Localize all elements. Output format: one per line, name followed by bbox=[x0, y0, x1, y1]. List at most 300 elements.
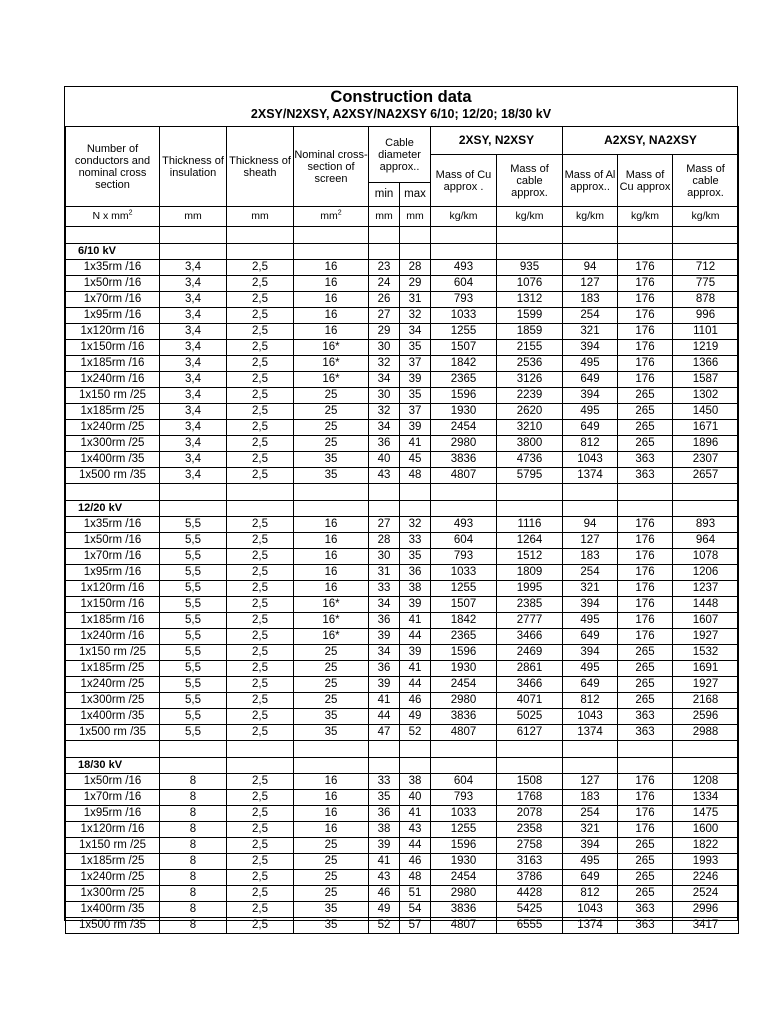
cell-mass-cable-cu: 1512 bbox=[497, 549, 563, 565]
cell-mass-cu: 1507 bbox=[431, 340, 497, 356]
cell-diameter-max: 36 bbox=[400, 565, 431, 581]
cell-mass-cable-cu: 5425 bbox=[497, 902, 563, 918]
cell-diameter-max: 41 bbox=[400, 436, 431, 452]
cell-insulation: 5,5 bbox=[160, 693, 227, 709]
empty-cell bbox=[160, 227, 227, 244]
table-row bbox=[66, 324, 739, 340]
cell-mass-al: 1043 bbox=[563, 452, 618, 468]
cell-diameter-min: 38 bbox=[369, 822, 400, 838]
cell-insulation: 3,4 bbox=[160, 420, 227, 436]
cell-screen: 16 bbox=[294, 581, 369, 597]
cell-diameter-min: 36 bbox=[369, 436, 400, 452]
cell-diameter-min: 36 bbox=[369, 661, 400, 677]
cell-screen: 16 bbox=[294, 308, 369, 324]
cell-mass-cable-cu: 2078 bbox=[497, 806, 563, 822]
cell-mass-cu: 3836 bbox=[431, 902, 497, 918]
page-subtitle: 2XSY/N2XSY, A2XSY/NA2XSY 6/10; 12/20; 18/30 kV bbox=[250, 107, 552, 121]
cell-insulation: 3,4 bbox=[160, 308, 227, 324]
cell-mass-cable-al: 893 bbox=[673, 517, 739, 533]
cell-mass-cu-al: 176 bbox=[618, 822, 673, 838]
cell-diameter-max: 35 bbox=[400, 549, 431, 565]
cell-conductors: 1x185rm /25 bbox=[66, 854, 160, 870]
cell-mass-cable-al: 1993 bbox=[673, 854, 739, 870]
cell-mass-cable-cu: 3126 bbox=[497, 372, 563, 388]
cell-insulation: 5,5 bbox=[160, 629, 227, 645]
cell-mass-cu-al: 176 bbox=[618, 340, 673, 356]
cell-sheath: 2,5 bbox=[227, 597, 294, 613]
cell-mass-cu-al: 363 bbox=[618, 725, 673, 741]
cell-conductors: 1x70rm /16 bbox=[66, 549, 160, 565]
cell-mass-cable-al: 2657 bbox=[673, 468, 739, 484]
cell-screen: 16* bbox=[294, 629, 369, 645]
cell-mass-cable-al: 2168 bbox=[673, 693, 739, 709]
cell-mass-cable-al: 1822 bbox=[673, 838, 739, 854]
empty-cell bbox=[160, 741, 227, 758]
table-row bbox=[66, 774, 739, 790]
cell-conductors: 1x500 rm /35 bbox=[66, 918, 160, 934]
cell-mass-cable-cu: 4736 bbox=[497, 452, 563, 468]
cell-mass-cu-al: 265 bbox=[618, 661, 673, 677]
cell-mass-al: 127 bbox=[563, 533, 618, 549]
cell-diameter-max: 40 bbox=[400, 790, 431, 806]
cell-mass-cable-al: 1600 bbox=[673, 822, 739, 838]
cell-screen: 16* bbox=[294, 613, 369, 629]
cell-sheath: 2,5 bbox=[227, 806, 294, 822]
table-row bbox=[66, 645, 739, 661]
empty-cell bbox=[618, 758, 673, 774]
cell-mass-cu: 1033 bbox=[431, 806, 497, 822]
cell-mass-al: 254 bbox=[563, 806, 618, 822]
table-row bbox=[66, 918, 739, 934]
cell-mass-al: 394 bbox=[563, 838, 618, 854]
construction-data-table bbox=[65, 126, 739, 934]
cell-diameter-max: 35 bbox=[400, 388, 431, 404]
units-row bbox=[66, 207, 739, 227]
cell-mass-cu: 2980 bbox=[431, 886, 497, 902]
cell-insulation: 5,5 bbox=[160, 597, 227, 613]
cell-insulation: 5,5 bbox=[160, 517, 227, 533]
cell-mass-cable-cu: 3466 bbox=[497, 629, 563, 645]
cell-screen: 25 bbox=[294, 870, 369, 886]
empty-cell bbox=[294, 484, 369, 501]
cell-mass-al: 1043 bbox=[563, 709, 618, 725]
unit-max: mm bbox=[400, 207, 431, 227]
empty-cell bbox=[369, 244, 400, 260]
cell-diameter-max: 57 bbox=[400, 918, 431, 934]
cell-conductors: 1x300rm /25 bbox=[66, 693, 160, 709]
cell-diameter-min: 49 bbox=[369, 902, 400, 918]
cell-mass-cable-cu: 1076 bbox=[497, 276, 563, 292]
cell-conductors: 1x150rm /16 bbox=[66, 597, 160, 613]
cell-conductors: 1x150 rm /25 bbox=[66, 838, 160, 854]
cell-mass-cu-al: 265 bbox=[618, 388, 673, 404]
cell-conductors: 1x240rm /16 bbox=[66, 629, 160, 645]
cell-mass-al: 183 bbox=[563, 549, 618, 565]
cell-mass-cu: 1596 bbox=[431, 645, 497, 661]
header-sheath: Thickness of sheath bbox=[227, 127, 294, 207]
cell-diameter-max: 34 bbox=[400, 324, 431, 340]
cell-mass-cable-cu: 2861 bbox=[497, 661, 563, 677]
cell-insulation: 3,4 bbox=[160, 340, 227, 356]
cell-sheath: 2,5 bbox=[227, 581, 294, 597]
cell-mass-al: 649 bbox=[563, 372, 618, 388]
cell-diameter-min: 34 bbox=[369, 645, 400, 661]
table-row bbox=[66, 902, 739, 918]
cell-screen: 25 bbox=[294, 854, 369, 870]
cell-mass-al: 1374 bbox=[563, 918, 618, 934]
cell-mass-cu-al: 176 bbox=[618, 260, 673, 276]
cell-screen: 16* bbox=[294, 597, 369, 613]
table-row bbox=[66, 581, 739, 597]
cell-sheath: 2,5 bbox=[227, 452, 294, 468]
cell-mass-cable-cu: 2620 bbox=[497, 404, 563, 420]
cell-insulation: 8 bbox=[160, 918, 227, 934]
cell-conductors: 1x70rm /16 bbox=[66, 292, 160, 308]
cell-insulation: 8 bbox=[160, 790, 227, 806]
cell-diameter-min: 46 bbox=[369, 886, 400, 902]
cell-mass-cable-cu: 2536 bbox=[497, 356, 563, 372]
cell-diameter-max: 45 bbox=[400, 452, 431, 468]
unit-insulation: mm bbox=[160, 207, 227, 227]
cell-mass-cu: 604 bbox=[431, 533, 497, 549]
cell-mass-cable-al: 2996 bbox=[673, 902, 739, 918]
cell-mass-cu: 1842 bbox=[431, 613, 497, 629]
cell-conductors: 1x240rm /16 bbox=[66, 372, 160, 388]
cell-conductors: 1x70rm /16 bbox=[66, 790, 160, 806]
unit-conductors-sup: 2 bbox=[128, 209, 133, 217]
cell-conductors: 1x35rm /16 bbox=[66, 517, 160, 533]
table-row bbox=[66, 404, 739, 420]
cell-sheath: 2,5 bbox=[227, 918, 294, 934]
cell-diameter-min: 27 bbox=[369, 308, 400, 324]
empty-cell bbox=[369, 484, 400, 501]
empty-cell bbox=[673, 741, 739, 758]
cell-conductors: 1x400rm /35 bbox=[66, 709, 160, 725]
table-row bbox=[66, 388, 739, 404]
cell-diameter-max: 32 bbox=[400, 308, 431, 324]
cell-mass-cu-al: 265 bbox=[618, 420, 673, 436]
empty-cell bbox=[618, 501, 673, 517]
table-row bbox=[66, 372, 739, 388]
cell-sheath: 2,5 bbox=[227, 372, 294, 388]
cell-screen: 16 bbox=[294, 774, 369, 790]
cell-diameter-min: 39 bbox=[369, 838, 400, 854]
cell-mass-cable-al: 1475 bbox=[673, 806, 739, 822]
cell-mass-cable-cu: 2239 bbox=[497, 388, 563, 404]
cell-mass-cable-al: 996 bbox=[673, 308, 739, 324]
construction-data-sheet bbox=[64, 86, 738, 931]
cell-diameter-max: 44 bbox=[400, 629, 431, 645]
empty-cell bbox=[294, 758, 369, 774]
table-row bbox=[66, 709, 739, 725]
empty-cell bbox=[497, 227, 563, 244]
cell-mass-cu: 1930 bbox=[431, 854, 497, 870]
cell-diameter-max: 52 bbox=[400, 725, 431, 741]
empty-cell bbox=[369, 227, 400, 244]
cell-insulation: 8 bbox=[160, 806, 227, 822]
cell-screen: 16 bbox=[294, 549, 369, 565]
cell-mass-cu: 2365 bbox=[431, 372, 497, 388]
cell-sheath: 2,5 bbox=[227, 774, 294, 790]
unit-mass-cu-al: kg/km bbox=[618, 207, 673, 227]
empty-cell bbox=[563, 741, 618, 758]
cell-mass-cable-cu: 1312 bbox=[497, 292, 563, 308]
section-row bbox=[66, 501, 739, 517]
cell-mass-cable-al: 1927 bbox=[673, 629, 739, 645]
cell-screen: 25 bbox=[294, 838, 369, 854]
cell-mass-cu: 2365 bbox=[431, 629, 497, 645]
cell-sheath: 2,5 bbox=[227, 404, 294, 420]
cell-mass-cu-al: 176 bbox=[618, 565, 673, 581]
cell-mass-cu: 493 bbox=[431, 517, 497, 533]
table-row bbox=[66, 420, 739, 436]
cell-mass-cable-cu: 2155 bbox=[497, 340, 563, 356]
cell-mass-cu: 793 bbox=[431, 790, 497, 806]
cell-mass-cable-al: 1607 bbox=[673, 613, 739, 629]
cell-diameter-min: 44 bbox=[369, 709, 400, 725]
empty-cell bbox=[431, 244, 497, 260]
cell-diameter-min: 28 bbox=[369, 533, 400, 549]
cell-sheath: 2,5 bbox=[227, 340, 294, 356]
cell-screen: 25 bbox=[294, 404, 369, 420]
cell-mass-cable-cu: 1264 bbox=[497, 533, 563, 549]
cell-mass-cable-cu: 3210 bbox=[497, 420, 563, 436]
cell-screen: 16* bbox=[294, 372, 369, 388]
cell-mass-cu: 1255 bbox=[431, 822, 497, 838]
empty-cell bbox=[227, 227, 294, 244]
cell-insulation: 8 bbox=[160, 838, 227, 854]
section-row bbox=[66, 758, 739, 774]
cell-mass-cable-al: 1206 bbox=[673, 565, 739, 581]
table-row bbox=[66, 822, 739, 838]
section-label: 12/20 kV bbox=[66, 501, 160, 517]
cell-conductors: 1x120rm /16 bbox=[66, 324, 160, 340]
empty-cell bbox=[497, 758, 563, 774]
cell-sheath: 2,5 bbox=[227, 709, 294, 725]
cell-mass-cable-cu: 3800 bbox=[497, 436, 563, 452]
cell-mass-cable-al: 1208 bbox=[673, 774, 739, 790]
cell-mass-cable-cu: 4071 bbox=[497, 693, 563, 709]
cell-mass-al: 812 bbox=[563, 886, 618, 902]
cell-diameter-min: 41 bbox=[369, 693, 400, 709]
cell-mass-al: 321 bbox=[563, 822, 618, 838]
empty-cell bbox=[400, 758, 431, 774]
table-row bbox=[66, 276, 739, 292]
cell-insulation: 5,5 bbox=[160, 645, 227, 661]
table-row bbox=[66, 549, 739, 565]
cell-sheath: 2,5 bbox=[227, 838, 294, 854]
header-diameter-max: max bbox=[400, 183, 431, 207]
cell-mass-cable-cu: 1995 bbox=[497, 581, 563, 597]
cell-insulation: 3,4 bbox=[160, 324, 227, 340]
cell-mass-al: 1043 bbox=[563, 902, 618, 918]
table-row bbox=[66, 629, 739, 645]
cell-mass-cu: 604 bbox=[431, 774, 497, 790]
cell-mass-cable-cu: 1599 bbox=[497, 308, 563, 324]
cell-sheath: 2,5 bbox=[227, 324, 294, 340]
cell-screen: 25 bbox=[294, 677, 369, 693]
cell-insulation: 8 bbox=[160, 774, 227, 790]
cell-mass-cu-al: 176 bbox=[618, 629, 673, 645]
cell-diameter-min: 40 bbox=[369, 452, 400, 468]
cell-screen: 16 bbox=[294, 517, 369, 533]
empty-cell bbox=[563, 227, 618, 244]
cell-sheath: 2,5 bbox=[227, 517, 294, 533]
empty-cell bbox=[673, 484, 739, 501]
table-row bbox=[66, 838, 739, 854]
cell-screen: 16 bbox=[294, 292, 369, 308]
cell-insulation: 3,4 bbox=[160, 452, 227, 468]
cell-insulation: 3,4 bbox=[160, 404, 227, 420]
cell-insulation: 3,4 bbox=[160, 292, 227, 308]
header-mass-cu: Mass of Cu approx . bbox=[431, 155, 497, 207]
cell-conductors: 1x300rm /25 bbox=[66, 886, 160, 902]
cell-mass-cable-al: 2246 bbox=[673, 870, 739, 886]
cell-sheath: 2,5 bbox=[227, 468, 294, 484]
empty-cell bbox=[618, 484, 673, 501]
cell-mass-cu-al: 265 bbox=[618, 838, 673, 854]
cell-mass-cable-cu: 2777 bbox=[497, 613, 563, 629]
cell-diameter-max: 35 bbox=[400, 340, 431, 356]
cell-diameter-min: 43 bbox=[369, 870, 400, 886]
cell-mass-al: 321 bbox=[563, 581, 618, 597]
cell-diameter-max: 49 bbox=[400, 709, 431, 725]
cell-mass-al: 1374 bbox=[563, 725, 618, 741]
table-row bbox=[66, 806, 739, 822]
cell-conductors: 1x185rm /25 bbox=[66, 404, 160, 420]
cell-insulation: 3,4 bbox=[160, 356, 227, 372]
cell-sheath: 2,5 bbox=[227, 388, 294, 404]
cell-insulation: 8 bbox=[160, 902, 227, 918]
cell-mass-cu: 1596 bbox=[431, 388, 497, 404]
header-insulation: Thickness of insulation bbox=[160, 127, 227, 207]
cell-mass-cable-cu: 3163 bbox=[497, 854, 563, 870]
header-mass-cu-al: Mass of Cu approx bbox=[618, 155, 673, 207]
cell-mass-al: 94 bbox=[563, 517, 618, 533]
cell-mass-cable-al: 712 bbox=[673, 260, 739, 276]
empty-cell bbox=[369, 741, 400, 758]
page-title: Construction data bbox=[330, 88, 472, 106]
cell-mass-cable-al: 1219 bbox=[673, 340, 739, 356]
header-diameter-min: min bbox=[369, 183, 400, 207]
empty-cell bbox=[497, 484, 563, 501]
cell-mass-al: 394 bbox=[563, 388, 618, 404]
cell-conductors: 1x240rm /25 bbox=[66, 420, 160, 436]
cell-diameter-min: 30 bbox=[369, 549, 400, 565]
header-screen: Nominal cross-section of screen bbox=[294, 127, 369, 207]
unit-mass-al: kg/km bbox=[563, 207, 618, 227]
cell-diameter-max: 38 bbox=[400, 581, 431, 597]
cell-conductors: 1x300rm /25 bbox=[66, 436, 160, 452]
cell-conductors: 1x500 rm /35 bbox=[66, 725, 160, 741]
cell-sheath: 2,5 bbox=[227, 677, 294, 693]
cell-screen: 16 bbox=[294, 565, 369, 581]
table-row bbox=[66, 468, 739, 484]
cell-mass-cable-cu: 2358 bbox=[497, 822, 563, 838]
empty-cell bbox=[431, 227, 497, 244]
cell-conductors: 1x95rm /16 bbox=[66, 308, 160, 324]
empty-cell bbox=[400, 244, 431, 260]
empty-cell bbox=[369, 758, 400, 774]
cell-sheath: 2,5 bbox=[227, 549, 294, 565]
cell-diameter-min: 23 bbox=[369, 260, 400, 276]
cell-mass-cu: 1842 bbox=[431, 356, 497, 372]
cell-mass-cable-cu: 6127 bbox=[497, 725, 563, 741]
empty-cell bbox=[227, 501, 294, 517]
cell-diameter-min: 52 bbox=[369, 918, 400, 934]
empty-cell bbox=[618, 227, 673, 244]
cell-diameter-max: 37 bbox=[400, 356, 431, 372]
cell-mass-cu-al: 265 bbox=[618, 645, 673, 661]
unit-conductors-text: N x mm bbox=[92, 210, 129, 222]
cell-mass-cu-al: 176 bbox=[618, 549, 673, 565]
cell-sheath: 2,5 bbox=[227, 645, 294, 661]
cell-mass-cable-al: 2524 bbox=[673, 886, 739, 902]
cell-insulation: 3,4 bbox=[160, 468, 227, 484]
cell-conductors: 1x95rm /16 bbox=[66, 806, 160, 822]
empty-cell bbox=[160, 244, 227, 260]
cell-mass-cable-al: 1101 bbox=[673, 324, 739, 340]
cell-mass-cu-al: 176 bbox=[618, 533, 673, 549]
cell-mass-al: 649 bbox=[563, 420, 618, 436]
empty-cell bbox=[66, 484, 160, 501]
cell-sheath: 2,5 bbox=[227, 533, 294, 549]
cell-diameter-max: 46 bbox=[400, 693, 431, 709]
cell-mass-cable-al: 1671 bbox=[673, 420, 739, 436]
empty-cell bbox=[563, 501, 618, 517]
cell-diameter-max: 48 bbox=[400, 870, 431, 886]
table-row bbox=[66, 308, 739, 324]
cell-insulation: 3,4 bbox=[160, 276, 227, 292]
cell-conductors: 1x240rm /25 bbox=[66, 677, 160, 693]
cell-diameter-max: 38 bbox=[400, 774, 431, 790]
cell-screen: 35 bbox=[294, 725, 369, 741]
cell-insulation: 3,4 bbox=[160, 372, 227, 388]
cell-diameter-max: 48 bbox=[400, 468, 431, 484]
cell-mass-cu-al: 265 bbox=[618, 677, 673, 693]
cell-diameter-min: 30 bbox=[369, 388, 400, 404]
empty-cell bbox=[618, 741, 673, 758]
empty-cell bbox=[227, 244, 294, 260]
cell-diameter-min: 33 bbox=[369, 581, 400, 597]
cell-diameter-min: 35 bbox=[369, 790, 400, 806]
cell-screen: 25 bbox=[294, 436, 369, 452]
cell-mass-cable-al: 1237 bbox=[673, 581, 739, 597]
cell-screen: 25 bbox=[294, 645, 369, 661]
table-row bbox=[66, 693, 739, 709]
empty-cell bbox=[563, 484, 618, 501]
cell-conductors: 1x150 rm /25 bbox=[66, 645, 160, 661]
cell-mass-cable-cu: 3466 bbox=[497, 677, 563, 693]
cell-diameter-min: 29 bbox=[369, 324, 400, 340]
header-group-al: A2XSY, NA2XSY bbox=[563, 127, 739, 155]
cell-mass-al: 254 bbox=[563, 565, 618, 581]
cell-mass-cu: 1255 bbox=[431, 324, 497, 340]
unit-conductors bbox=[66, 207, 160, 227]
cell-screen: 16 bbox=[294, 806, 369, 822]
cell-mass-cable-al: 1334 bbox=[673, 790, 739, 806]
separator-row bbox=[66, 227, 739, 244]
cell-mass-cable-al: 775 bbox=[673, 276, 739, 292]
cell-sheath: 2,5 bbox=[227, 292, 294, 308]
cell-mass-cable-cu: 6555 bbox=[497, 918, 563, 934]
cell-mass-cable-al: 2596 bbox=[673, 709, 739, 725]
cell-mass-al: 394 bbox=[563, 645, 618, 661]
cell-insulation: 3,4 bbox=[160, 436, 227, 452]
cell-mass-al: 495 bbox=[563, 854, 618, 870]
cell-mass-cable-cu: 1859 bbox=[497, 324, 563, 340]
cell-sheath: 2,5 bbox=[227, 436, 294, 452]
